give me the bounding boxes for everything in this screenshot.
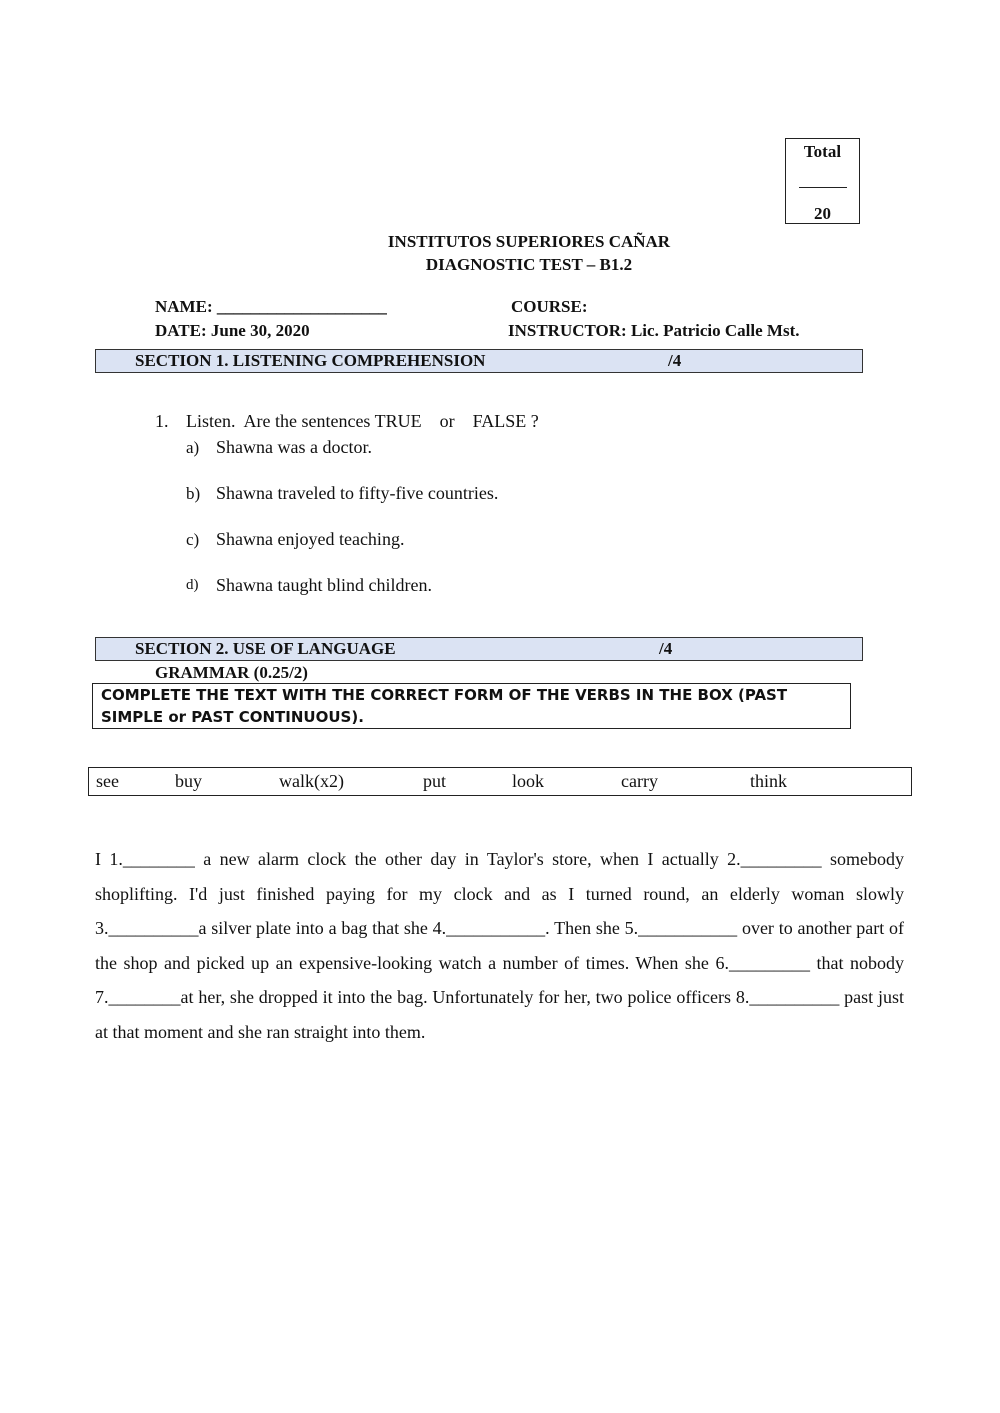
section1-points: /4 [668,351,682,370]
section1-title: SECTION 1. LISTENING COMPREHENSION [135,351,486,370]
option-text: Shawna traveled to fifty-five countries. [216,483,499,503]
name-field: NAME: ____________________ [155,297,387,316]
fill-in-paragraph: I 1.________ a new alarm clock the other day in Taylor's store, when I actually 2._________ somebody shoplifting. I'd just finished paying for my clock and as I turned round, an elderly woman slowly 3.__________a silver plate into a bag that she 4.___________. Then she 5.___________ over to another part of the shop and picked up an expensive-looking watch a number of times. When she 6._________ that nobody 7.________at her, she dropped it into the bag. Unfortunately for her, two police officers 8.__________ past just at that moment and she ran straight into them. [95,849,904,1042]
verb-item: walk(x2) [279,771,344,791]
section2-title: SECTION 2. USE OF LANGUAGE [135,639,396,658]
verb-item: see [96,771,119,791]
institution-title: INSTITUTOS SUPERIORES CAÑAR [387,232,671,251]
option-letter: b) [186,484,201,503]
test-title: DIAGNOSTIC TEST – B1.2 [425,255,633,274]
verb-item: carry [621,771,658,791]
option-text: Shawna was a doctor. [216,437,372,457]
score-blank-line [799,187,847,188]
verb-item: look [512,771,545,791]
verb-item: put [423,771,447,791]
grammar-subtitle: GRAMMAR (0.25/2) [155,663,308,682]
question-number: 1. [155,411,169,431]
instruction-text: COMPLETE THE TEXT WITH THE CORRECT FORM OF THE VERBS IN THE BOX (PAST SIMPLE or PAST CONTINUOUS). [101,686,788,726]
option-text: Shawna taught blind children. [216,575,432,595]
option-letter: d) [186,577,199,593]
date-field: DATE: June 30, 2020 [155,321,310,340]
option-letter: c) [186,530,200,549]
option-letter: a) [186,438,200,457]
section2-header [95,637,863,661]
total-score: 20 [814,204,831,223]
section2-points: /4 [659,639,673,658]
instruction-box [92,683,851,729]
instructor-field: INSTRUCTOR: Lic. Patricio Calle Mst. [508,321,800,340]
total-score-box [785,138,860,224]
question-text: Listen. Are the sentences TRUE or FALSE ? [186,411,539,431]
verb-item: think [750,771,788,791]
verb-box [88,767,912,796]
section1-header [95,349,863,373]
course-field: COURSE: [511,297,588,316]
total-label: Total [803,142,842,161]
option-text: Shawna enjoyed teaching. [216,529,405,549]
verb-item: buy [175,771,202,791]
